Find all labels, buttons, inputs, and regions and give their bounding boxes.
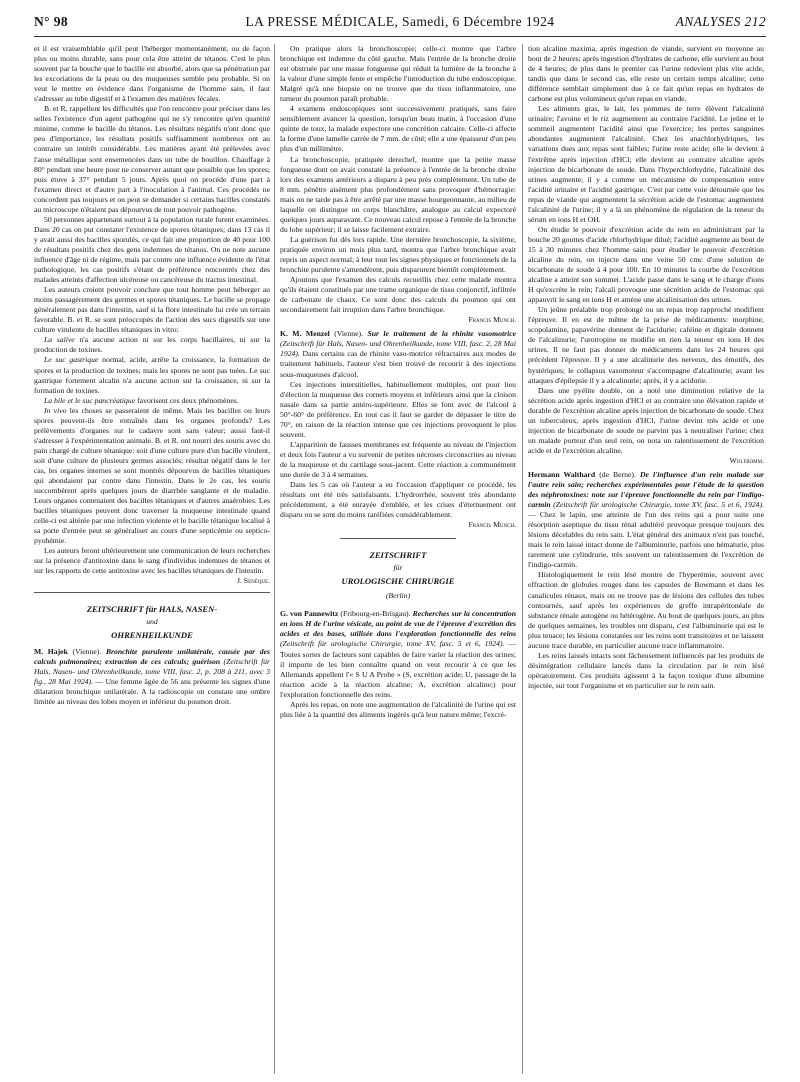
- article-city: (Vienne).: [334, 329, 364, 339]
- article-abstract: [528, 470, 764, 570]
- author-signature: Francis Munch.: [468, 520, 516, 530]
- paragraph: 50 personnes appartenant surtout à la population rurale furent examinées. Dans 20 cas on put constater l'existence de spores tétaniques; dans 13 cas il y avait aussi des bacilles sporulés, ce qui fait une proportion de 40 pour 100 de résultats positifs chez des gens indemnes de tétanos. On ne note aucune influence d'âge ni de régime, mais par contre une influence évidente de l'état pathologique, les cas positifs s'étant de préférence rencontrés chez des malades atteints d'affection ulcéreuse ou cancéreuse du tractus intestinal.: [34, 214, 270, 285]
- author-signature: Wolfromm.: [729, 455, 764, 465]
- paragraph: [34, 355, 270, 395]
- journal-title: ZEITSCHRIFT: [369, 550, 427, 561]
- journal-title: ZEITSCHRIFT für HALS, NASEN-: [86, 603, 218, 614]
- page-header: [34, 14, 766, 34]
- paragraph: On pratique alors la bronchoscopie; celle-ci montre que l'arbre bronchique est indemne du côté gauche. Mais l'entrée de la bronche droite est obstruée par une masse fongueuse qui réduit la lumière de la bronche à la valeur d'une simple fente et empêche l'introduction du tube endoscopique. Malgré qu'à une biopsie on ne trouve que du tissu inflammatoire, une tumeur du poumon paraît probable.: [280, 44, 516, 104]
- paragraph: La guérison fut dès lors rapide. Une dernière bronchoscopie, la sixième, pratiquée environ un mois plus tard, montra que l'arbre bronchique avait repris un aspect normal; à leur tour les signes physiques et fonctionnels de la bronchite purulente s'amendèrent, puis disparurent bientôt complètement.: [280, 234, 516, 275]
- paragraph: B. et R. rappellent les difficultés que l'on rencontre pour préciser dans les selles l'existence d'un agent pathogène qui ne s'y rencontre qu'en quantité minime, comme le bacille du tétanos. Les résultats négatifs n'ont donc que peu d'importance, les résultats positifs suffisamment nombreux ont au contraire un intérêt considérable. Les matières ayant été prélevées avec l'anse métallique sont ensemencées dans un tube de bouillon. Chauffage à 80° pendant une heure pour ne conserver autant que possible que les spores; puis étuve à 37° pendant 5 jours. Après quoi on procède d'une part à l'examen direct et d'autre part à l'inoculation à l'animal. Ces procédés ne concordent pas toujours et on peut se demander si certains bacilles constatés au microscope n'étaient pas dépourvus de tout pouvoir pathogène.: [34, 104, 270, 214]
- header-rule: [34, 36, 766, 37]
- paragraph: L'apparition de fausses membranes est fréquente au niveau de l'injection et deux fois l'auteur a vu survenir de petites nécroses circonscrites au niveau de la muqueuse et du cartilage sous-jacent. Cette réaction a communément une durée de 3 à 4 semaines.: [280, 439, 516, 479]
- section-label: ANALYSES 212: [675, 14, 766, 29]
- section-rule: [34, 592, 270, 593]
- paragraph: [34, 406, 270, 547]
- paragraph-lead: La bile et le suc pancréatique: [44, 395, 136, 405]
- article-abstract: [280, 329, 516, 379]
- article-reference: (Zeitschrift für Hals, Nasen- und Ohrenheilkunde, tome VIII, fasc. 2, p. 208 à 211, avec 3 fig., 28 Mai 1924).: [34, 656, 270, 686]
- article-body: — Une femme âgée de 56 ans présente les signes d'une dilatation bronchique unilatérale. A la radioscopie on constate une ombre limitée au niveau des lobes moyen et inférieur du poumon droit.: [34, 676, 270, 706]
- journal-city: (Berlin): [385, 591, 411, 601]
- article-title: Bronchite purulente unilatérale, causée par des calculs pulmonaires; extraction de ces calculs; guérison: [34, 646, 270, 666]
- section-rule: [340, 538, 456, 539]
- article-abstract: [280, 609, 516, 699]
- article-body: — Toutes sortes de facteurs sont capables de faire varier la réaction des urines; il importe de les bien connaître quand on veut recourir à ce que les Allemands appellent l'« S U A Probe » (S, excrétion acide; U, passage de la réaction acide à la réaction alcaline; A, excrétion alcaline;) pour l'exploration fonctionnelle des reins.: [280, 639, 516, 699]
- paragraph: Après les repas, on note une augmentation de l'alcalinité de l'urine qui est plus liée à la quantité des aliments ingérés qu'à leur nature même; l'excré-: [280, 699, 516, 719]
- paragraph-text: favorisent ces deux phénomènes.: [137, 395, 239, 405]
- newspaper-title: LA PRESSE MÉDICALE, Samedi, 6 Décembre 1924: [245, 14, 555, 29]
- article-reference: (Zeitschrift für Hals, Nasen- und Ohrenheilkunde, tome VIII, fasc. 2, 28 Mai 1924).: [280, 339, 516, 359]
- column-divider-1: [274, 44, 275, 1074]
- paragraph: Ajoutons que l'examen des calculs recueillis chez cette malade montra qu'ils étaient constitués par une trame organique de tissu conjonctif, infiltrée de carbonate de chaux. Ce sont donc des calculs du poumon qui ont secondairement fait irruption dans l'arbre bronchique.: [280, 275, 516, 315]
- journal-title-conjunction: und: [146, 616, 158, 626]
- article-reference: (Zeitschrift für urologische Chirurgie, tome XV, fasc. 5 et 6, 1924).: [280, 639, 505, 649]
- article-author: K. M. Menzel: [280, 329, 330, 339]
- paragraph: Dans les 5 cas où l'auteur a eu l'occasion d'appliquer ce procédé, les résultats ont été très satisfaisants. L'hydrorrhée, souvent très abondante précédemment, a été enrayée d'emblée, et les crises d'éternuement ont disparu ou se sont du moins raréfiées considérablement.: [280, 480, 516, 520]
- article-city: (Fribourg-en-Brisgau).: [340, 609, 411, 619]
- author-signature: Francis Munch.: [468, 315, 516, 325]
- paragraph: La bronchoscopie, pratiquée derechef, montre que la petite masse fongueuse dont on avait constaté la présence à l'entrée de la bronche droite lors des examens antérieurs a disparu à peu près complètement. Un tube de 8 mm. pénètre aisément plus profondément sans provoquer d'hémorragie: mais on ne tarde pas à être arrêté par une masse bourgeonnante, au milieu de laquelle on distingue un corps blanchâtre, analogue au calcul expectoré quelques jours auparavant. Ce nouveau calcul repose à l'entrée de la bronche du lobe supérieur; il se laisse facilement extraire.: [280, 154, 516, 234]
- paragraph-text: les choses se passeraient de même. Mais les bacilles ou leurs spores peuvent-ils être entraînés dans les organes profonds? Les prélèvements d'organes sur le cadavre sont sans valeur; aussi faut-il s'adresser à l'expérimentation animale. B. et R. ont nourri des souris avec du pain chargé de culture tétanique: soit d'une culture pure d'un bacille virulent, soit d'une culture de plusieurs germes associés; résultat négatif dans le 1er cas, les organes internes se sont montrés dépourvus de bacilles tétaniques qui abondaient par contre dans l'intestin. Dans le 2e cas, les souris succombèrent après quelques jours de diarrhée sanglante et de maladie. Leurs organes contenaient des bacilles tétaniques et d'autres anaérobies. Les bacilles tétaniques peuvent donc traverser la muqueuse intestinale quand celle-ci est altérée par une infection violente et le bacille tétanique localisé à sa porte d'entrée peut se généraliser au cours d'une septicémie ou septico-pyohémie.: [34, 405, 270, 546]
- paragraph: Les aliments gras, le lait, les pommes de terre élèvent l'alcalinité urinaire; l'avoine et le riz augmentent au contraire l'acidité. Le jeûne et le sommeil augmentent l'acidité ainsi que l'exercice; les pertes sanguines abondantes augmentent l'alcalinité. Chez les anachlorhydriques, les variations dues aux repas sont faibles; l'urine reste acide; elle le devient à l'extrême après injection d'HCl; elle devient au contraire alcaline après injection de bicarbonate de soude. Dans l'hyperchlorhydrie, l'alcalinité des urines augmente; il y a comme un mécanisme de compensation entre l'acidité urinaire et l'acidité gastrique. C'est par cette voie détournée que les repas de viande qui augmentent la sécrétion acide de l'estomac augmentent l'alcalinité de l'urine; il y a là un phénomène de régulation de la teneur du sérum en ions H et OH.: [528, 104, 764, 224]
- journal-title-conjunction: für: [393, 563, 403, 573]
- column-3: [528, 44, 764, 1074]
- paragraph: Les auteurs feront ultérieurement une communication de leurs recherches sur la présence d'antitoxine dans le sang d'individus indemnes de tétanos et sur les rapports de cette antitoxine avec les bacilles tétaniques de l'intestin.: [34, 546, 270, 576]
- article-reference: (Zeitschrift für urologische Chirurgie, tome XV, fasc. 5 et 6, 1924).: [553, 500, 764, 510]
- paragraph: Les reins laissés intacts sont fâcheusement influencés par les produits de désintégration cellulaire lancés dans la circulation par le rein lésé opératoirement. Ces produits agissent à la façon toxique d'une albumine injectée, sur tout l'organisme et en particulier sur le rein sain.: [528, 650, 764, 690]
- paragraph: Un jeûne préalable trop prolongé ou un repas trop rapproché modifient l'épreuve. Il en est de même de la prise de médicaments: morphine, scopolamine, papavérine donnent de l'acidurie; caféine et digitale donnent de l'alcalinurie; l'urotropine ne modifie en rien la teneur en ions H des urines. Il ne faut pas donner de médicaments dans les 24 heures qui précèdent l'épreuve. Il y a une alcalinurie des nerveux, des émotifs, des hystériques; le collapsus vasomoteur s'accompagne d'alcalinurie; avant les attaques d'épilepsie il y a alcalinurie; après, il y a acidurie.: [528, 305, 764, 385]
- paragraph: tion alcaline maxima, après ingestion de viande, survient en moyenne au bout de 2 heures; après ingestion d'hydrates de carbone, elle survient au bout de 4 heures; de plus dans le premier cas l'urine redevient plus vite acide, tandis que dans le second cas, elle reste un certain temps alcaline; cette différence semblait simplement due à ce fait qu'un repas en hydrates de carbone est plus volumineux qu'un repas en viande.: [528, 44, 764, 104]
- article-title: Sur le traitement de la rhinite vasomotrice: [367, 329, 516, 339]
- article-title: De l'influence d'un rein malade sur l'autre rein sain; recherches expérimentales pour l'étude de la question des néphrotoxines: note sur l'épreuve fonctionnelle du rein par l'indigo-carmin: [528, 469, 764, 510]
- article-city: (Vienne).: [72, 646, 102, 656]
- author-signature: J. Sénèque.: [236, 576, 270, 586]
- paragraph: et il est vraisemblable qu'il peut l'héberger momentanément, ou de façon plus ou moins durable, sans pour cela être atteint de tétanos. C'est le plus souvent par la bouche que le bacille est absorbé, alors que sa pénétration par les excoriations de la peau ou des muqueuses semble peu probable. Si on veut le mettre en évidence dans l'organisme de l'homme sain, il faut s'adresser au tube digestif et à l'examen des matières fécales.: [34, 44, 270, 104]
- paragraph: Ces injections interstitielles, habituellement multiples, ont pour lieu d'élection la muqueuse des cornets moyens et inférieurs ainsi que la cloison nasale dans sa partie antéro-supérieure. Elles se font avec de l'alcool à 50°-60° de préférence. En tout cas il faut se garder de dépasser le titre de 70°, en raison de la réaction intense que ces injections provoquent le plus souvent.: [280, 379, 516, 439]
- column-1: [34, 44, 270, 1074]
- column-2: [280, 44, 516, 1074]
- article-body: Dans certains cas de rhinite vaso-motrice réfractaires aux modes de traitement habituels, l'auteur s'est bien trouvé de recourir à des injections sous-muqueuses d'alcool.: [280, 349, 516, 379]
- paragraph: Dans une pyélite double, on a noté une diminution relative de la sécrétion acide après ingestion d'HCl et au contraire une élévation rapide et durable de l'excrétion alcaline après injection de bicarbonate de soude. Chez un tuberculeux, après ingestion d'HCl, l'urine devint très acide et une injection de bicarbonate de soude ne parvint pas à neutraliser l'urine; chez un malade porteur d'un seul rein, on nota un ralentissement de l'excrétion acide et de l'excrétion alcaline.: [528, 385, 764, 455]
- paragraph: On étudie le pouvoir d'excrétion acide du rein en administrant par la bouche 20 gouttes d'acide chlorhydrique dilué; l'acidité augmente au bout de 15 à 30 minutes chez l'homme sain; pour étudier le pouvoir d'excrétion alcaline du rein, on injecte dans une veine 50 cmc d'une solution de bicarbonate de soude à 4 pour 100. En 10 minutes la courbe de l'excrétion alcaline a atteint son sommet. L'acide passe dans le sang et le charge d'ions H qu'excrète le rein; l'alcali provoque une sécrétion acide de l'estomac qui appauvrit le sang en ions H et amène une alcalinisation des urines.: [528, 224, 764, 305]
- page-number: N° 98: [34, 14, 69, 29]
- article-city: (de Berne).: [599, 469, 636, 479]
- paragraph: [34, 396, 270, 406]
- paragraph-text: n'a aucune action ni sur les corps bacillaires, ni sur la production de toxines.: [34, 335, 270, 355]
- paragraph-lead: In vivo: [44, 405, 67, 415]
- article-author: Hermann Walthard: [528, 469, 596, 479]
- paragraph-lead: Le suc gastrique: [44, 355, 99, 365]
- paragraph: Les auteurs croient pouvoir conclure que tout homme peut héberger au moins passagèrement des germes et spores tétaniques. Le bacille se propage généralement pas dans l'intestin, sauf si la flore intestinale lui crée un terrain favorable. B. et R. se sont préoccupés de l'action des sucs digestifs sur une culture virulente de bacilles tétaniques in vitro:: [34, 285, 270, 335]
- column-divider-2: [522, 44, 523, 1074]
- article-author: G. von Pannewitz: [280, 609, 339, 619]
- article-body: — Chez le lapin, une atteinte de l'un des reins qui a pour suite une résorption aseptique du tissu rénal adultéré provoque presque toujours des lésions décelables du rein sain. L'état général des animaux n'est pas touché, mais le rein laissé intact donne de l'albuminurie, parfois une hématurie, plus rarement une cylindrurie, très souvent un ralentissement de l'excrétion de l'indigo-carmin.: [528, 510, 764, 570]
- paragraph-lead: La salive: [44, 335, 75, 345]
- paragraph-text: normal, acide, arrête la croissance, la formation de spores et la production de toxines; mais les spores ne sont pas tuées. Le suc gastrique fortement alcalin n'a aucune action sur la croissance, ni sur la formation de toxines.: [34, 355, 270, 395]
- article-title: Recherches sur la concentration en ions H de l'urine vésicale, au point de vue de l'épreuve d'excrétion des acides et des bases, utilisée dans l'exploration fonctionnelle des reins: [280, 609, 516, 639]
- article-abstract: [34, 647, 270, 707]
- paragraph: 4 examens endoscopiques sont successivement pratiqués, sans faire sensiblement avancer la question, lorsqu'un beau matin, à l'occasion d'une quinte de toux, la malade expectore une concrétion calcaire. Celle-ci affecte la forme d'une lamelle carrée de 7 mm. de côté; elle a une épaisseur d'un peu plus d'un millimètre.: [280, 104, 516, 154]
- paragraph: Histologiquement le rein lésé montre de l'hyperémie, souvent avec effraction de globules rouges dans les capsules de Bowmann et dans les canalicules rénaux, mais on ne trouve pas de lésions des cellules des tubes contournés, sauf après les expériences de greffe intrapéritonéale de substance rénale autogène ou hétérogène. Au bout de quelques jours, au plus de quelques semaines, les troubles ont disparu, c'est l'albuminurie qui est le plus tenace; les lésions constatées sur les reins sont transitoires et ne laissent aucune trace durable, en particulier aucune trace inflammatoire.: [528, 570, 764, 650]
- journal-title: UROLOGISCHE CHIRURGIE: [341, 576, 455, 587]
- paragraph: [34, 335, 270, 355]
- article-author: M. Hajek: [34, 646, 68, 656]
- journal-title: OHRENHEILKUNDE: [111, 629, 193, 640]
